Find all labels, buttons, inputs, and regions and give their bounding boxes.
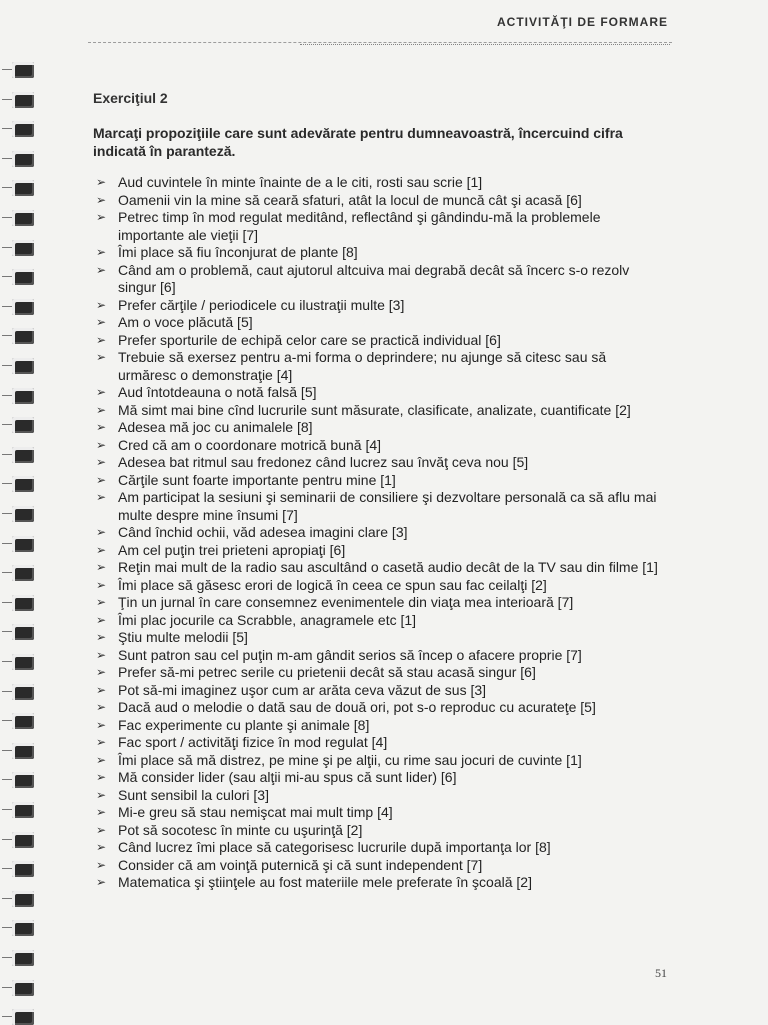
spiral-binding <box>0 0 48 1024</box>
binding-ring <box>12 891 34 907</box>
arrow-bullet-icon: ➢ <box>96 700 107 714</box>
statement-text: Când lucrez îmi place să categorisesc lucrurile după importanţa lor [8] <box>118 839 551 855</box>
statement-item <box>93 874 668 892</box>
binding-ring <box>12 506 34 522</box>
binding-ring <box>12 180 34 196</box>
binding-ring <box>12 269 34 285</box>
statement-item <box>93 577 668 595</box>
statement-text: Mă consider lider (sau alţii mi-au spus că sunt lider) [6] <box>118 769 457 785</box>
arrow-bullet-icon: ➢ <box>96 192 107 207</box>
binding-ring <box>12 328 34 344</box>
arrow-bullet-icon: ➢ <box>96 402 107 417</box>
statement-item <box>93 647 668 665</box>
statement-text: Mă simt mai bine cînd lucrurile sunt măsurate, clasificate, analizate, cuantificate [2] <box>118 401 631 418</box>
statement-text: Oamenii vin la mine să ceară sfaturi, atât la locul de muncă cât şi acasă [6] <box>118 191 582 208</box>
arrow-bullet-icon: ➢ <box>96 315 107 329</box>
arrow-bullet-icon: ➢ <box>96 770 107 784</box>
binding-ring <box>12 772 34 788</box>
arrow-bullet-icon: ➢ <box>96 262 107 277</box>
statement-item <box>93 682 668 700</box>
arrow-bullet-icon: ➢ <box>96 297 107 312</box>
statement-item <box>93 612 668 630</box>
binding-ring <box>12 980 34 996</box>
statement-item <box>93 699 668 717</box>
statement-item <box>93 419 668 437</box>
statement-text: Matematica şi ştiinţele au fost materiile mele preferate în şcoală [2] <box>118 874 532 890</box>
binding-ring <box>12 358 34 374</box>
statement-text: Îmi plac jocurile ca Scrabble, anagramele etc [1] <box>118 611 417 628</box>
binding-ring <box>12 832 34 848</box>
statement-text: Petrec timp în mod regulat meditând, reflectând şi gândindu-mă la problemele importante ale vieţii [7] <box>118 209 601 243</box>
statement-item <box>93 594 668 612</box>
statement-text: Trebuie să exersez pentru a-mi forma o deprindere; nu ajunge să citesc sau să urmăresc o demonstraţie [4] <box>118 349 607 383</box>
statement-item <box>93 297 668 315</box>
statement-text: Am o voce plăcută [5] <box>118 314 253 330</box>
arrow-bullet-icon: ➢ <box>96 245 107 259</box>
statement-text: Am cel puţin trei prieteni apropiaţi [6] <box>118 541 346 558</box>
header-rule-dotted <box>300 44 670 45</box>
statement-text: Când am o problemă, caut ajutorul altcuiva mai degrabă decât să încerc s-o rezolv singur [6] <box>118 261 630 295</box>
statement-item <box>93 769 668 787</box>
binding-ring <box>12 595 34 611</box>
header-rule <box>88 42 672 43</box>
arrow-bullet-icon: ➢ <box>96 665 107 679</box>
arrow-bullet-icon: ➢ <box>96 682 107 697</box>
arrow-bullet-icon: ➢ <box>96 560 107 574</box>
arrow-bullet-icon: ➢ <box>96 437 107 452</box>
statement-text: Mi-e greu să stau nemişcat mai mult timp [4] <box>118 804 393 820</box>
statement-item <box>93 472 668 490</box>
statement-text: Prefer sporturile de echipă celor care se practică individual [6] <box>118 331 501 348</box>
binding-ring <box>12 447 34 463</box>
binding-ring <box>12 802 34 818</box>
arrow-bullet-icon: ➢ <box>96 875 107 889</box>
statement-text: Am participat la sesiuni şi seminarii de consiliere şi dezvoltare personală ca să aflu mai multe despre mine însumi [7] <box>118 489 657 523</box>
binding-ring <box>12 920 34 936</box>
arrow-bullet-icon: ➢ <box>96 350 107 364</box>
arrow-bullet-icon: ➢ <box>96 805 107 819</box>
arrow-bullet-icon: ➢ <box>96 385 107 399</box>
binding-ring <box>12 92 34 108</box>
statement-item <box>93 559 668 577</box>
statement-text: Pot să-mi imaginez uşor cum ar arăta ceva văzut de sus [3] <box>118 681 487 698</box>
arrow-bullet-icon: ➢ <box>96 752 107 767</box>
statement-item <box>93 244 668 262</box>
exercise-instruction: Marcaţi propoziţiile care sunt adevărate pentru dumneavoastră, încercuind cifra indicată în paranteză. <box>93 125 623 159</box>
arrow-bullet-icon: ➢ <box>96 332 107 347</box>
statement-item <box>93 489 668 524</box>
arrow-bullet-icon: ➢ <box>96 455 107 469</box>
statement-item <box>93 734 668 752</box>
statement-item <box>93 437 668 455</box>
arrow-bullet-icon: ➢ <box>96 595 107 609</box>
statement-item <box>93 839 668 857</box>
statement-item <box>93 752 668 770</box>
statement-item <box>93 787 668 805</box>
binding-ring <box>12 151 34 167</box>
statement-text: Adesea bat ritmul sau fredonez când lucrez sau învăţ ceva nou [5] <box>118 454 529 470</box>
binding-ring <box>12 417 34 433</box>
binding-ring <box>12 950 34 966</box>
statement-text: Îmi place să găsesc erori de logică în ceea ce spun sau fac ceilalţi [2] <box>118 576 547 593</box>
statement-item <box>93 524 668 542</box>
statement-text: Sunt patron sau cel puţin m-am gândit serios să încep o afacere proprie [7] <box>118 646 582 663</box>
arrow-bullet-icon: ➢ <box>96 490 107 504</box>
statement-item <box>93 314 668 332</box>
arrow-bullet-icon: ➢ <box>96 210 107 224</box>
statement-text: Fac sport / activităţi fizice în mod regulat [4] <box>118 734 388 750</box>
statement-list <box>93 174 668 892</box>
statement-item <box>93 664 668 682</box>
statement-text: Consider că am voinţă puternică şi că sunt independent [7] <box>118 856 483 873</box>
binding-ring <box>12 565 34 581</box>
statement-text: Când închid ochii, văd adesea imagini clare [3] <box>118 524 408 540</box>
binding-ring <box>12 121 34 137</box>
statement-text: Dacă aud o melodie o dată sau de două ori, pot s-o reproduc cu acurateţe [5] <box>118 699 596 715</box>
arrow-bullet-icon: ➢ <box>96 577 107 592</box>
statement-text: Prefer să-mi petrec serile cu prietenii decât să stau acasă singur [6] <box>118 664 536 680</box>
arrow-bullet-icon: ➢ <box>96 630 107 644</box>
statement-text: Cărţile sunt foarte importante pentru mine [1] <box>118 471 396 488</box>
statement-text: Ţin un jurnal în care consemnez evenimentele din viaţa mea interioară [7] <box>118 594 574 610</box>
statement-text: Fac experimente cu plante şi animale [8] <box>118 716 370 733</box>
binding-ring <box>12 743 34 759</box>
arrow-bullet-icon: ➢ <box>96 542 107 557</box>
arrow-bullet-icon: ➢ <box>96 420 107 434</box>
statement-text: Îmi place să mă distrez, pe mine şi pe alţii, cu rime sau jocuri de cuvinte [1] <box>118 751 582 768</box>
statement-item <box>93 262 668 297</box>
statement-item <box>93 192 668 210</box>
binding-ring <box>12 1009 34 1025</box>
statement-item <box>93 717 668 735</box>
page-number: 51 <box>655 966 667 980</box>
statement-text: Aud întotdeauna o notă falsă [5] <box>118 384 317 400</box>
statement-item <box>93 542 668 560</box>
page-content <box>93 90 668 892</box>
statement-text: Ştiu multe melodii [5] <box>118 629 248 645</box>
statement-item <box>93 174 668 192</box>
statement-item <box>93 857 668 875</box>
statement-text: Reţin mai mult de la radio sau ascultând o casetă audio decât de la TV sau din filme [1] <box>118 559 658 575</box>
statement-item <box>93 402 668 420</box>
statement-text: Îmi place să fiu înconjurat de plante [8] <box>118 244 358 260</box>
arrow-bullet-icon: ➢ <box>96 822 107 837</box>
arrow-bullet-icon: ➢ <box>96 735 107 749</box>
statement-text: Prefer cărţile / periodicele cu ilustraţii multe [3] <box>118 296 405 313</box>
statement-item <box>93 384 668 402</box>
binding-ring <box>12 62 34 78</box>
statement-item <box>93 629 668 647</box>
statement-item <box>93 209 668 244</box>
binding-ring <box>12 299 34 315</box>
arrow-bullet-icon: ➢ <box>96 525 107 539</box>
exercise-title: Exerciţiul 2 <box>93 90 168 106</box>
arrow-bullet-icon: ➢ <box>96 787 107 802</box>
statement-text: Sunt sensibil la culori [3] <box>118 786 269 803</box>
statement-text: Adesea mă joc cu animalele [8] <box>118 419 313 435</box>
binding-ring <box>12 713 34 729</box>
statement-text: Aud cuvintele în minte înainte de a le citi, rosti sau scrie [1] <box>118 174 483 190</box>
statement-item <box>93 454 668 472</box>
binding-ring <box>12 210 34 226</box>
statement-item <box>93 349 668 384</box>
statement-text: Cred că am o coordonare motrică bună [4] <box>118 436 382 453</box>
binding-ring <box>12 240 34 256</box>
arrow-bullet-icon: ➢ <box>96 612 107 627</box>
binding-ring <box>12 654 34 670</box>
binding-ring <box>12 861 34 877</box>
statement-item <box>93 822 668 840</box>
arrow-bullet-icon: ➢ <box>96 647 107 662</box>
arrow-bullet-icon: ➢ <box>96 840 107 854</box>
arrow-bullet-icon: ➢ <box>96 857 107 872</box>
binding-ring <box>12 624 34 640</box>
binding-ring <box>12 476 34 492</box>
arrow-bullet-icon: ➢ <box>96 717 107 732</box>
arrow-bullet-icon: ➢ <box>96 472 107 487</box>
statement-item <box>93 804 668 822</box>
binding-ring <box>12 684 34 700</box>
statement-text: Pot să socotesc în minte cu uşurinţă [2] <box>118 821 363 838</box>
arrow-bullet-icon: ➢ <box>96 175 107 189</box>
statement-item <box>93 332 668 350</box>
section-title: ACTIVITĂŢI DE FORMARE <box>497 15 668 29</box>
binding-ring <box>12 388 34 404</box>
binding-ring <box>12 536 34 552</box>
